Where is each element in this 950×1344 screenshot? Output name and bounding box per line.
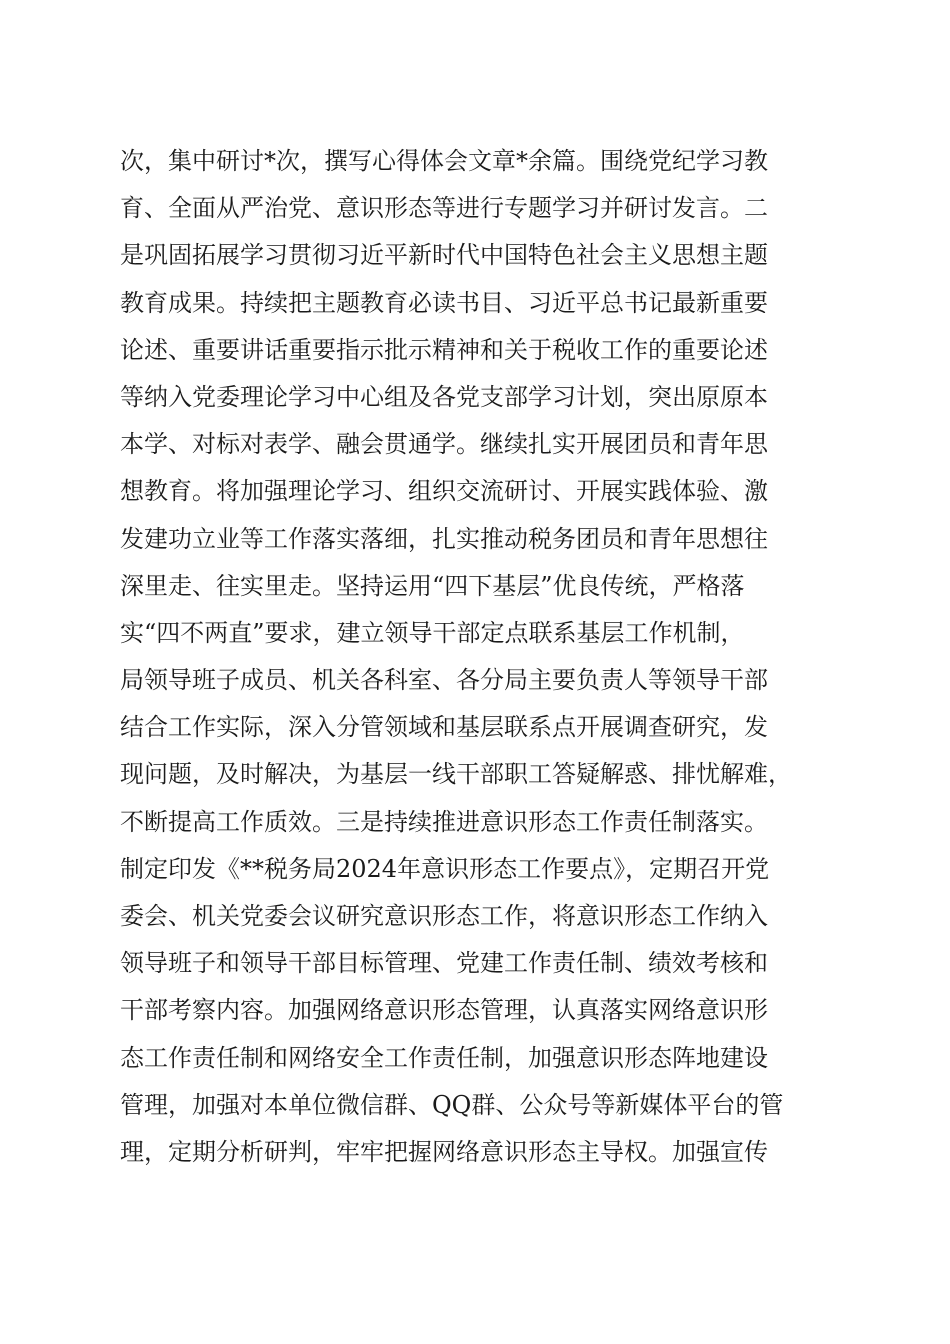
text-line: 结合工作实际，深入分管领域和基层联系点开展调查研究，发: [120, 713, 768, 742]
text-line: 委会、机关党委会议研究意识形态工作，将意识形态工作纳入: [120, 902, 768, 930]
text-line: 管理，加强对本单位微信群、QQ群、公众号等新媒体平台的管: [120, 1090, 784, 1119]
text-line: 实“四不两直”要求，建立领导干部定点联系基层工作机制，: [120, 618, 745, 647]
text-line: 论述、重要讲话重要指示批示精神和关于税收工作的重要论述: [120, 335, 768, 364]
text-line: 次，集中研讨*次，撰写心得体会文章*余篇。围绕党纪学习教: [120, 147, 768, 175]
text-line: 干部考察内容。加强网络意识形态管理，认真落实网络意识形: [120, 996, 768, 1025]
text-line: 是巩固拓展学习贯彻习近平新时代中国特色社会主义思想主题: [120, 241, 768, 270]
text-line: 不断提高工作质效。三是持续推进意识形态工作责任制落实。: [120, 807, 768, 836]
text-line: 想教育。将加强理论学习、组织交流研讨、开展实践体验、激: [120, 477, 768, 506]
text-line: 本学、对标对表学、融会贯通学。继续扎实开展团员和青年思: [120, 430, 768, 459]
body-paragraph: [120, 138, 840, 1176]
text-line: 发建功立业等工作落实落细，扎实推动税务团员和青年思想往: [120, 524, 768, 553]
text-line: 态工作责任制和网络安全工作责任制，加强意识形态阵地建设: [120, 1043, 768, 1072]
text-line: 局领导班子成员、机关各科室、各分局主要负责人等领导干部: [120, 666, 768, 695]
text-line: 领导班子和领导干部目标管理、党建工作责任制、绩效考核和: [120, 949, 768, 978]
text-line: 教育成果。持续把主题教育必读书目、习近平总书记最新重要: [120, 288, 768, 317]
text-line: 等纳入党委理论学习中心组及各党支部学习计划，突出原原本: [120, 382, 768, 411]
text-line: 深里走、往实里走。坚持运用“四下基层”优良传统，严格落: [120, 571, 745, 600]
text-line: 理，定期分析研判，牢牢把握网络意识形态主导权。加强宣传: [120, 1137, 768, 1166]
text-line: 育、全面从严治党、意识形态等进行专题学习并研讨发言。二: [120, 194, 768, 223]
text-line: 制定印发《**税务局2024年意识形态工作要点》，定期召开党: [120, 854, 770, 883]
text-line: 现问题，及时解决，为基层一线干部职工答疑解惑、排忧解难，: [120, 760, 792, 789]
